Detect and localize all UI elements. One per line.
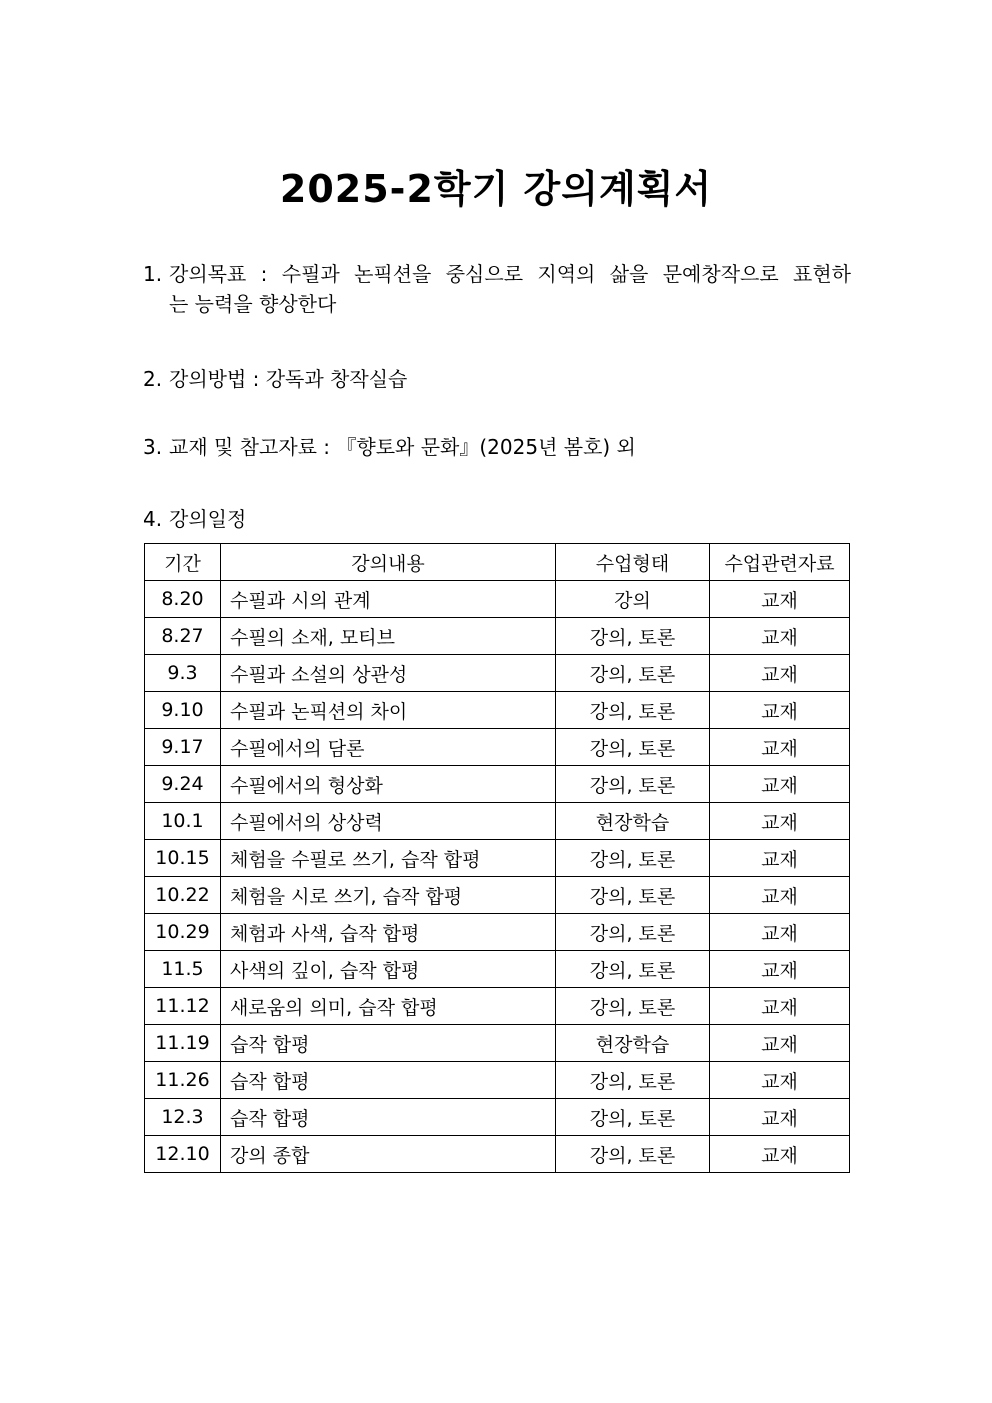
- cell-date: 8.20: [145, 581, 221, 618]
- cell-date: 8.27: [145, 618, 221, 655]
- cell-content: 습작 합평: [221, 1025, 556, 1062]
- cell-date: 12.3: [145, 1099, 221, 1136]
- cell-content: 수필에서의 상상력: [221, 803, 556, 840]
- header-period: 기간: [145, 544, 221, 581]
- cell-materials: 교재: [710, 1099, 850, 1136]
- cell-date: 10.29: [145, 914, 221, 951]
- textbook-references: [143, 432, 636, 462]
- cell-class-type: 강의, 토론: [556, 1099, 710, 1136]
- cell-class-type: 현장학습: [556, 1025, 710, 1062]
- cell-date: 11.5: [145, 951, 221, 988]
- table-row: [145, 1136, 850, 1173]
- header-content: 강의내용: [221, 544, 556, 581]
- cell-class-type: 강의, 토론: [556, 951, 710, 988]
- cell-materials: 교재: [710, 618, 850, 655]
- cell-materials: 교재: [710, 581, 850, 618]
- table-row: [145, 729, 850, 766]
- cell-content: 수필과 소설의 상관성: [221, 655, 556, 692]
- table-row: [145, 877, 850, 914]
- cell-content: 수필의 소재, 모티브: [221, 618, 556, 655]
- table-row: [145, 840, 850, 877]
- cell-content: 새로움의 의미, 습작 합평: [221, 988, 556, 1025]
- cell-class-type: 강의, 토론: [556, 1136, 710, 1173]
- table-row: [145, 766, 850, 803]
- textbook-references-text: 교재 및 참고자료 : 『향토와 문화』(2025년 봄호) 외: [169, 435, 636, 459]
- cell-date: 11.26: [145, 1062, 221, 1099]
- course-method-text: 강의방법 : 강독과 창작실습: [169, 367, 408, 391]
- cell-class-type: 강의, 토론: [556, 840, 710, 877]
- table-row: [145, 803, 850, 840]
- cell-content: 습작 합평: [221, 1099, 556, 1136]
- item-number: 3.: [143, 435, 163, 459]
- cell-content: 수필에서의 담론: [221, 729, 556, 766]
- table-row: [145, 692, 850, 729]
- cell-date: 10.15: [145, 840, 221, 877]
- schedule-table: [144, 543, 850, 1173]
- cell-class-type: 강의, 토론: [556, 729, 710, 766]
- cell-materials: 교재: [710, 914, 850, 951]
- cell-content: 체험과 사색, 습작 합평: [221, 914, 556, 951]
- course-schedule-heading: [143, 504, 246, 534]
- item-number: 4.: [143, 507, 163, 531]
- table-row: [145, 951, 850, 988]
- cell-materials: 교재: [710, 988, 850, 1025]
- header-class-type: 수업형태: [556, 544, 710, 581]
- cell-date: 10.22: [145, 877, 221, 914]
- cell-date: 11.12: [145, 988, 221, 1025]
- cell-class-type: 강의, 토론: [556, 766, 710, 803]
- cell-date: 10.1: [145, 803, 221, 840]
- cell-date: 9.17: [145, 729, 221, 766]
- cell-class-type: 강의, 토론: [556, 988, 710, 1025]
- course-objective-continuation: 는 능력을 향상한다: [169, 292, 337, 316]
- table-row: [145, 655, 850, 692]
- cell-content: 강의 종합: [221, 1136, 556, 1173]
- cell-content: 수필과 논픽션의 차이: [221, 692, 556, 729]
- table-row: [145, 988, 850, 1025]
- cell-class-type: 강의, 토론: [556, 655, 710, 692]
- cell-class-type: 강의, 토론: [556, 914, 710, 951]
- cell-date: 9.24: [145, 766, 221, 803]
- cell-materials: 교재: [710, 1062, 850, 1099]
- table-row: [145, 914, 850, 951]
- cell-materials: 교재: [710, 803, 850, 840]
- cell-materials: 교재: [710, 1025, 850, 1062]
- cell-materials: 교재: [710, 655, 850, 692]
- course-schedule-heading-text: 강의일정: [169, 507, 247, 531]
- cell-class-type: 강의, 토론: [556, 877, 710, 914]
- course-objective-text: 강의목표 : 수필과 논픽션을 중심으로 지역의 삶을 문예창작으로 표현하: [169, 262, 851, 286]
- cell-materials: 교재: [710, 840, 850, 877]
- cell-content: 체험을 수필로 쓰기, 습작 합평: [221, 840, 556, 877]
- cell-date: 9.3: [145, 655, 221, 692]
- cell-materials: 교재: [710, 877, 850, 914]
- table-row: [145, 1099, 850, 1136]
- table-row: [145, 1025, 850, 1062]
- table-row: [145, 618, 850, 655]
- cell-content: 사색의 깊이, 습작 합평: [221, 951, 556, 988]
- cell-class-type: 현장학습: [556, 803, 710, 840]
- cell-content: 수필과 시의 관계: [221, 581, 556, 618]
- cell-class-type: 강의, 토론: [556, 1062, 710, 1099]
- course-objective: [143, 259, 851, 319]
- course-method: [143, 364, 407, 394]
- cell-materials: 교재: [710, 1136, 850, 1173]
- header-materials: 수업관련자료: [710, 544, 850, 581]
- table-row: [145, 1062, 850, 1099]
- cell-content: 습작 합평: [221, 1062, 556, 1099]
- page-title: 2025-2학기 강의계획서: [279, 167, 713, 211]
- cell-content: 수필에서의 형상화: [221, 766, 556, 803]
- cell-content: 체험을 시로 쓰기, 습작 합평: [221, 877, 556, 914]
- cell-class-type: 강의, 토론: [556, 618, 710, 655]
- cell-materials: 교재: [710, 951, 850, 988]
- schedule-body: [145, 581, 850, 1173]
- item-number: 2.: [143, 367, 163, 391]
- cell-date: 11.19: [145, 1025, 221, 1062]
- cell-date: 9.10: [145, 692, 221, 729]
- cell-materials: 교재: [710, 692, 850, 729]
- table-row: [145, 581, 850, 618]
- item-number: 1.: [143, 262, 163, 286]
- cell-class-type: 강의: [556, 581, 710, 618]
- cell-materials: 교재: [710, 766, 850, 803]
- cell-class-type: 강의, 토론: [556, 692, 710, 729]
- cell-date: 12.10: [145, 1136, 221, 1173]
- cell-materials: 교재: [710, 729, 850, 766]
- table-header-row: [145, 544, 850, 581]
